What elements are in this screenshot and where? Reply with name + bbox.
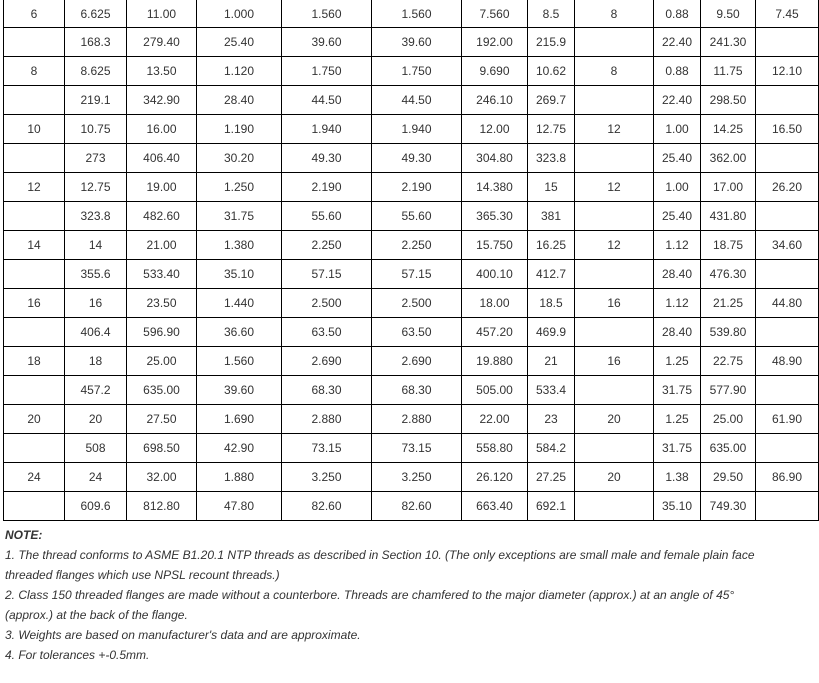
table-cell: 2.880 <box>282 405 372 434</box>
table-cell: 26.20 <box>756 173 819 202</box>
table-cell: 508 <box>65 434 127 463</box>
table-cell: 16.25 <box>528 231 575 260</box>
table-cell <box>575 202 654 231</box>
table-cell: 1.380 <box>197 231 282 260</box>
table-cell <box>756 144 819 173</box>
table-cell: 1.560 <box>197 347 282 376</box>
table-cell: 20 <box>575 463 654 492</box>
table-cell: 18.75 <box>701 231 756 260</box>
table-cell: 21 <box>528 347 575 376</box>
note-item: 4. For tolerances +-0.5mm. <box>5 648 150 662</box>
table-row <box>4 318 819 347</box>
table-cell: 1.12 <box>654 231 701 260</box>
table-cell <box>575 260 654 289</box>
table-cell: 16.00 <box>127 115 197 144</box>
table-cell: 12.75 <box>65 173 127 202</box>
table-cell: 26.120 <box>462 463 528 492</box>
table-row <box>4 492 819 521</box>
table-cell <box>4 144 65 173</box>
table-cell: 400.10 <box>462 260 528 289</box>
table-cell: 269.7 <box>528 86 575 115</box>
table-cell <box>575 434 654 463</box>
table-cell: 29.50 <box>701 463 756 492</box>
table-cell: 28.40 <box>654 318 701 347</box>
table-cell: 25.40 <box>654 144 701 173</box>
table-cell: 86.90 <box>756 463 819 492</box>
table-cell: 8 <box>575 0 654 28</box>
table-cell: 12.75 <box>528 115 575 144</box>
note-item: 2. Class 150 threaded flanges are made without a counterbore. Threads are chamfered to the major diameter (approx.) at an angle of 45° (approx.) at the back of the flange. <box>5 588 735 622</box>
table-cell: 1.250 <box>197 173 282 202</box>
table-cell: 469.9 <box>528 318 575 347</box>
table-cell: 20 <box>4 405 65 434</box>
table-cell: 18 <box>4 347 65 376</box>
notes-section <box>3 525 778 665</box>
table-cell: 9.690 <box>462 57 528 86</box>
table-cell: 1.750 <box>372 57 462 86</box>
table-row <box>4 57 819 86</box>
table-cell: 406.4 <box>65 318 127 347</box>
table-cell <box>756 202 819 231</box>
table-cell <box>4 318 65 347</box>
table-row <box>4 173 819 202</box>
table-cell: 1.940 <box>282 115 372 144</box>
table-cell: 22.40 <box>654 28 701 57</box>
table-cell: 39.60 <box>197 376 282 405</box>
table-cell: 1.38 <box>654 463 701 492</box>
table-cell <box>4 434 65 463</box>
table-cell: 1.25 <box>654 347 701 376</box>
table-cell: 32.00 <box>127 463 197 492</box>
table-cell: 16 <box>4 289 65 318</box>
table-cell: 2.500 <box>282 289 372 318</box>
table-cell: 431.80 <box>701 202 756 231</box>
table-cell: 21.00 <box>127 231 197 260</box>
table-cell: 49.30 <box>282 144 372 173</box>
table-cell: 6.625 <box>65 0 127 28</box>
table-cell: 7.560 <box>462 0 528 28</box>
table-cell: 482.60 <box>127 202 197 231</box>
table-cell: 24 <box>4 463 65 492</box>
table-row <box>4 347 819 376</box>
table-cell: 25.40 <box>197 28 282 57</box>
flange-dimensions-table <box>3 0 819 521</box>
table-cell: 362.00 <box>701 144 756 173</box>
table-cell: 31.75 <box>197 202 282 231</box>
table-cell <box>756 86 819 115</box>
table-cell <box>4 28 65 57</box>
table-cell: 365.30 <box>462 202 528 231</box>
table-cell: 27.25 <box>528 463 575 492</box>
table-cell <box>756 28 819 57</box>
table-cell: 15.750 <box>462 231 528 260</box>
table-cell: 2.190 <box>282 173 372 202</box>
table-cell: 12.10 <box>756 57 819 86</box>
table-cell: 14 <box>65 231 127 260</box>
table-cell: 168.3 <box>65 28 127 57</box>
table-cell: 10 <box>4 115 65 144</box>
table-cell: 68.30 <box>282 376 372 405</box>
table-cell: 14 <box>4 231 65 260</box>
table-cell: 241.30 <box>701 28 756 57</box>
table-cell: 2.690 <box>372 347 462 376</box>
table-cell <box>756 376 819 405</box>
table-cell: 273 <box>65 144 127 173</box>
table-cell: 2.190 <box>372 173 462 202</box>
table-cell: 63.50 <box>282 318 372 347</box>
table-cell: 635.00 <box>701 434 756 463</box>
table-row <box>4 434 819 463</box>
table-cell <box>575 86 654 115</box>
table-row <box>4 202 819 231</box>
table-cell: 23.50 <box>127 289 197 318</box>
table-cell: 8 <box>4 57 65 86</box>
table-cell: 20 <box>575 405 654 434</box>
table-cell: 533.40 <box>127 260 197 289</box>
table-cell: 47.80 <box>197 492 282 521</box>
table-cell: 1.560 <box>372 0 462 28</box>
table-cell: 1.25 <box>654 405 701 434</box>
table-cell <box>575 376 654 405</box>
table-cell: 0.88 <box>654 0 701 28</box>
table-cell: 57.15 <box>282 260 372 289</box>
table-cell: 2.690 <box>282 347 372 376</box>
table-cell: 1.120 <box>197 57 282 86</box>
table-cell <box>4 260 65 289</box>
table-cell <box>575 492 654 521</box>
table-cell: 49.30 <box>372 144 462 173</box>
table-cell: 558.80 <box>462 434 528 463</box>
table-cell: 692.1 <box>528 492 575 521</box>
table-row <box>4 289 819 318</box>
table-cell: 73.15 <box>282 434 372 463</box>
table-cell <box>575 28 654 57</box>
table-cell: 12 <box>575 231 654 260</box>
table-cell: 12 <box>4 173 65 202</box>
table-cell: 323.8 <box>528 144 575 173</box>
table-cell: 11.75 <box>701 57 756 86</box>
table-cell: 539.80 <box>701 318 756 347</box>
table-cell: 2.880 <box>372 405 462 434</box>
table-cell: 215.9 <box>528 28 575 57</box>
table-cell: 24 <box>65 463 127 492</box>
table-cell: 1.12 <box>654 289 701 318</box>
table-cell: 68.30 <box>372 376 462 405</box>
table-cell: 21.25 <box>701 289 756 318</box>
table-cell: 16 <box>575 289 654 318</box>
table-cell: 698.50 <box>127 434 197 463</box>
table-cell: 44.80 <box>756 289 819 318</box>
table-cell <box>756 260 819 289</box>
table-cell: 22.75 <box>701 347 756 376</box>
notes-heading: NOTE: <box>5 528 43 542</box>
note-item: 1. The thread conforms to ASME B1.20.1 NTP threads as described in Section 10. (The only exceptions are small male and female plain face threaded flanges which use NPSL recount threads.) <box>5 548 755 582</box>
table-cell: 16.50 <box>756 115 819 144</box>
table-cell: 16 <box>65 289 127 318</box>
table-row <box>4 115 819 144</box>
table-cell: 304.80 <box>462 144 528 173</box>
table-cell: 192.00 <box>462 28 528 57</box>
table-cell: 476.30 <box>701 260 756 289</box>
table-cell: 577.90 <box>701 376 756 405</box>
table-cell: 2.500 <box>372 289 462 318</box>
table-cell: 42.90 <box>197 434 282 463</box>
table-cell: 342.90 <box>127 86 197 115</box>
table-row <box>4 260 819 289</box>
table-cell: 73.15 <box>372 434 462 463</box>
table-cell: 812.80 <box>127 492 197 521</box>
table-cell: 31.75 <box>654 376 701 405</box>
table-cell: 1.190 <box>197 115 282 144</box>
flange-spec-document <box>3 0 803 665</box>
table-cell: 1.750 <box>282 57 372 86</box>
table-cell: 18.00 <box>462 289 528 318</box>
table-cell: 1.00 <box>654 173 701 202</box>
table-row <box>4 231 819 260</box>
table-cell: 7.45 <box>756 0 819 28</box>
table-cell: 35.10 <box>654 492 701 521</box>
table-cell: 1.00 <box>654 115 701 144</box>
table-cell: 61.90 <box>756 405 819 434</box>
table-cell: 16 <box>575 347 654 376</box>
table-cell: 15 <box>528 173 575 202</box>
table-cell: 457.20 <box>462 318 528 347</box>
table-cell: 1.880 <box>197 463 282 492</box>
table-row <box>4 86 819 115</box>
table-cell: 279.40 <box>127 28 197 57</box>
table-cell <box>4 202 65 231</box>
table-cell <box>4 376 65 405</box>
table-cell: 19.880 <box>462 347 528 376</box>
table-row <box>4 0 819 28</box>
table-cell: 11.00 <box>127 0 197 28</box>
table-cell: 18.5 <box>528 289 575 318</box>
table-cell: 30.20 <box>197 144 282 173</box>
table-cell: 1.560 <box>282 0 372 28</box>
table-cell <box>575 144 654 173</box>
table-cell: 533.4 <box>528 376 575 405</box>
table-cell: 20 <box>65 405 127 434</box>
table-cell: 2.250 <box>282 231 372 260</box>
table-cell: 3.250 <box>372 463 462 492</box>
table-cell: 1.940 <box>372 115 462 144</box>
table-cell: 55.60 <box>372 202 462 231</box>
table-cell: 55.60 <box>282 202 372 231</box>
table-cell: 18 <box>65 347 127 376</box>
table-cell: 44.50 <box>282 86 372 115</box>
table-cell: 28.40 <box>654 260 701 289</box>
table-cell: 9.50 <box>701 0 756 28</box>
table-cell: 35.10 <box>197 260 282 289</box>
table-cell: 28.40 <box>197 86 282 115</box>
table-cell: 1.000 <box>197 0 282 28</box>
table-cell: 25.40 <box>654 202 701 231</box>
table-cell: 36.60 <box>197 318 282 347</box>
table-cell: 10.62 <box>528 57 575 86</box>
table-cell <box>4 492 65 521</box>
table-cell: 19.00 <box>127 173 197 202</box>
table-cell: 39.60 <box>372 28 462 57</box>
note-item: 3. Weights are based on manufacturer's data and are approximate. <box>5 628 361 642</box>
table-cell: 25.00 <box>127 347 197 376</box>
table-cell: 381 <box>528 202 575 231</box>
table-row <box>4 405 819 434</box>
table-cell: 2.250 <box>372 231 462 260</box>
table-cell: 63.50 <box>372 318 462 347</box>
table-cell <box>4 86 65 115</box>
table-cell: 82.60 <box>372 492 462 521</box>
table-cell: 8.5 <box>528 0 575 28</box>
table-cell: 246.10 <box>462 86 528 115</box>
table-cell: 12 <box>575 173 654 202</box>
table-cell: 12 <box>575 115 654 144</box>
table-cell <box>756 318 819 347</box>
table-cell: 27.50 <box>127 405 197 434</box>
table-cell: 323.8 <box>65 202 127 231</box>
table-cell: 663.40 <box>462 492 528 521</box>
table-cell: 22.00 <box>462 405 528 434</box>
table-cell: 10.75 <box>65 115 127 144</box>
table-cell: 0.88 <box>654 57 701 86</box>
table-cell: 3.250 <box>282 463 372 492</box>
table-cell: 23 <box>528 405 575 434</box>
table-cell: 57.15 <box>372 260 462 289</box>
table-cell: 14.380 <box>462 173 528 202</box>
table-row <box>4 144 819 173</box>
table-cell: 355.6 <box>65 260 127 289</box>
table-cell: 14.25 <box>701 115 756 144</box>
table-row <box>4 28 819 57</box>
table-cell: 31.75 <box>654 434 701 463</box>
table-cell: 39.60 <box>282 28 372 57</box>
table-cell: 584.2 <box>528 434 575 463</box>
table-cell: 82.60 <box>282 492 372 521</box>
table-cell <box>756 492 819 521</box>
table-cell: 1.440 <box>197 289 282 318</box>
table-cell: 8 <box>575 57 654 86</box>
table-cell: 25.00 <box>701 405 756 434</box>
table-cell: 412.7 <box>528 260 575 289</box>
table-cell <box>756 434 819 463</box>
table-cell: 596.90 <box>127 318 197 347</box>
table-cell: 1.690 <box>197 405 282 434</box>
table-row <box>4 463 819 492</box>
table-cell: 6 <box>4 0 65 28</box>
table-cell: 635.00 <box>127 376 197 405</box>
table-cell: 609.6 <box>65 492 127 521</box>
table-cell: 13.50 <box>127 57 197 86</box>
table-cell: 17.00 <box>701 173 756 202</box>
table-cell: 749.30 <box>701 492 756 521</box>
table-cell: 219.1 <box>65 86 127 115</box>
table-cell: 34.60 <box>756 231 819 260</box>
table-cell: 298.50 <box>701 86 756 115</box>
table-cell: 12.00 <box>462 115 528 144</box>
table-cell: 406.40 <box>127 144 197 173</box>
table-cell: 505.00 <box>462 376 528 405</box>
table-cell: 44.50 <box>372 86 462 115</box>
table-cell <box>575 318 654 347</box>
table-cell: 457.2 <box>65 376 127 405</box>
table-cell: 8.625 <box>65 57 127 86</box>
table-cell: 22.40 <box>654 86 701 115</box>
table-body <box>4 0 819 521</box>
table-row <box>4 376 819 405</box>
table-cell: 48.90 <box>756 347 819 376</box>
